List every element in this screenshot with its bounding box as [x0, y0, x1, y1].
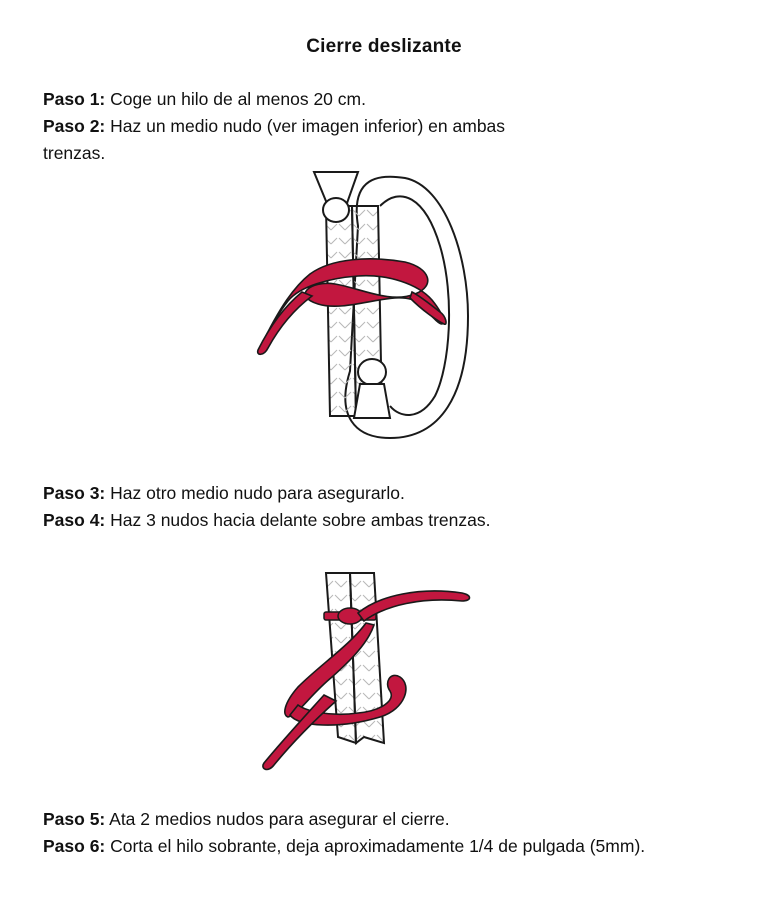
step-3-text: Haz otro medio nudo para asegurarlo.: [105, 483, 405, 503]
steps-block-1: [43, 86, 563, 167]
forward-knots-illustration: [250, 565, 480, 780]
braid-bottom-tip: [354, 384, 390, 418]
step-3: [43, 480, 733, 507]
steps-block-2: [43, 480, 733, 534]
cord-tail-left: [258, 292, 312, 354]
step-6-label: Paso 6:: [43, 836, 106, 856]
step-5-label: Paso 5:: [43, 809, 106, 829]
step-4-text: Haz 3 nudos hacia delante sobre ambas trenzas.: [105, 510, 491, 530]
steps-block-3: [43, 806, 733, 860]
knot-bead: [338, 608, 362, 624]
step-4-label: Paso 4:: [43, 510, 106, 530]
page-title: Cierre deslizante: [306, 36, 462, 57]
braid-top-bead: [323, 198, 349, 222]
step-4: [43, 507, 733, 534]
braid-bottom-bead: [358, 359, 386, 385]
step-5-text: Ata 2 medios nudos para asegurar el cierre.: [105, 809, 450, 829]
step-5: [43, 806, 733, 833]
step-1-text: Coge un hilo de al menos 20 cm.: [105, 89, 366, 109]
left-braid: [326, 206, 356, 416]
half-knot-illustration: [240, 166, 490, 446]
step-2-text: Haz un medio nudo (ver imagen inferior) en ambas trenzas.: [43, 116, 506, 163]
step-1: [43, 86, 563, 113]
step-1-label: Paso 1:: [43, 89, 106, 109]
step-2: [43, 113, 563, 167]
step-6-text: Corta el hilo sobrante, deja aproximadamente 1/4 de pulgada (5mm).: [105, 836, 646, 856]
step-2-label: Paso 2:: [43, 116, 106, 136]
step-6: [43, 833, 733, 860]
step-3-label: Paso 3:: [43, 483, 106, 503]
